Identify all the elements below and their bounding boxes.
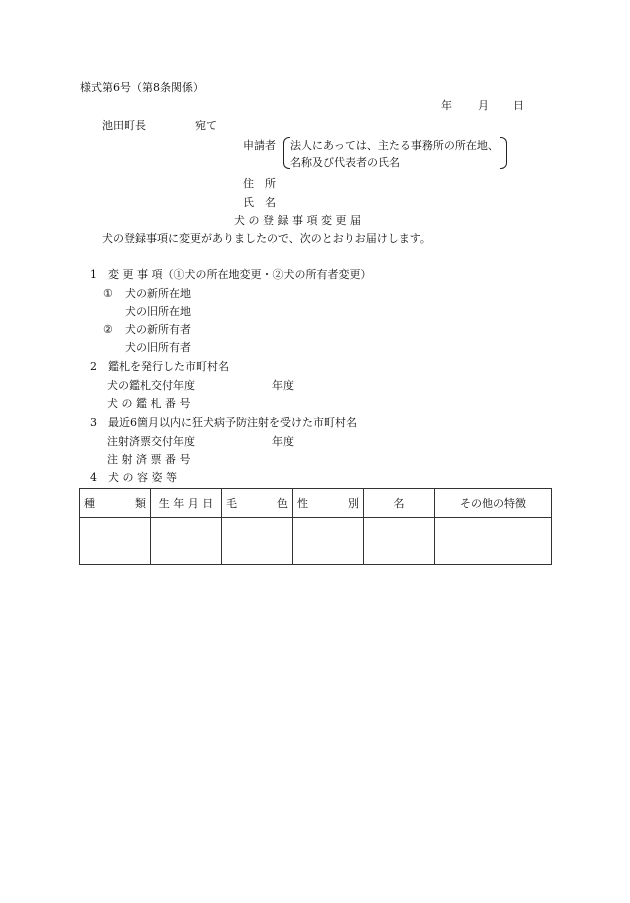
dog-appearance-table	[79, 488, 552, 565]
table-header-row	[80, 489, 552, 518]
item-1-old-location: 犬の旧所在地	[125, 305, 191, 318]
addressee-name: 池田町長	[102, 119, 146, 132]
header-other-features: その他の特徴	[435, 489, 552, 518]
applicant-note-line1: 法人にあっては、主たる事務所の所在地、	[290, 139, 499, 152]
header-sex: 性 別	[293, 489, 364, 518]
header-breed: 種 類	[80, 489, 151, 518]
bracket-left	[283, 137, 290, 169]
header-birthdate: 生 年 月 日	[151, 489, 222, 518]
cell-coat-color[interactable]	[222, 518, 293, 565]
item-1-sub1-number: ①	[103, 287, 113, 300]
cell-other-features[interactable]	[435, 518, 552, 565]
address-label: 住 所	[243, 177, 276, 190]
cell-dog-name[interactable]	[364, 518, 435, 565]
item-3: 3 最近6箇月以内に狂犬病予防注射を受けた市町村名	[90, 416, 357, 429]
bracket-right	[500, 137, 507, 169]
item-3-tag-number: 注 射 済 票 番 号	[107, 453, 191, 466]
item-1-new-owner: 犬の新所有者	[125, 323, 191, 336]
item-2-year-label: 犬の鑑札交付年度	[107, 379, 195, 392]
cell-birthdate[interactable]	[151, 518, 222, 565]
document-title: 犬 の 登 録 事 項 変 更 届	[234, 214, 361, 227]
intro-text: 犬の登録事項に変更がありましたので、次のとおりお届けします。	[102, 232, 431, 245]
addressee-suffix: 宛て	[195, 119, 217, 132]
header-dog-name: 名	[364, 489, 435, 518]
item-2: 2 鑑札を発行した市町村名	[90, 360, 229, 373]
item-1-old-owner: 犬の旧所有者	[125, 341, 191, 354]
cell-breed[interactable]	[80, 518, 151, 565]
header-coat-color: 毛 色	[222, 489, 293, 518]
applicant-note-line2: 名称及び代表者の氏名	[290, 156, 400, 169]
day-label: 日	[513, 99, 524, 112]
item-1: 1 変 更 事 項（①犬の所在地変更・②犬の所有者変更）	[90, 268, 372, 281]
item-2-license-number: 犬 の 鑑 札 番 号	[107, 397, 191, 410]
item-1-sub2-number: ②	[103, 323, 113, 336]
year-label: 年	[441, 99, 452, 112]
item-4: 4 犬 の 容 姿 等	[90, 471, 177, 484]
item-3-year-unit: 年度	[272, 435, 294, 448]
form-number: 様式第6号（第8条関係）	[80, 81, 204, 94]
name-label: 氏 名	[243, 196, 276, 209]
item-3-year-label: 注射済票交付年度	[107, 435, 195, 448]
item-1-new-location: 犬の新所在地	[125, 287, 191, 300]
item-2-year-unit: 年度	[272, 379, 294, 392]
cell-sex[interactable]	[293, 518, 364, 565]
month-label: 月	[478, 99, 489, 112]
applicant-label: 申請者	[243, 139, 276, 152]
table-row	[80, 518, 552, 565]
